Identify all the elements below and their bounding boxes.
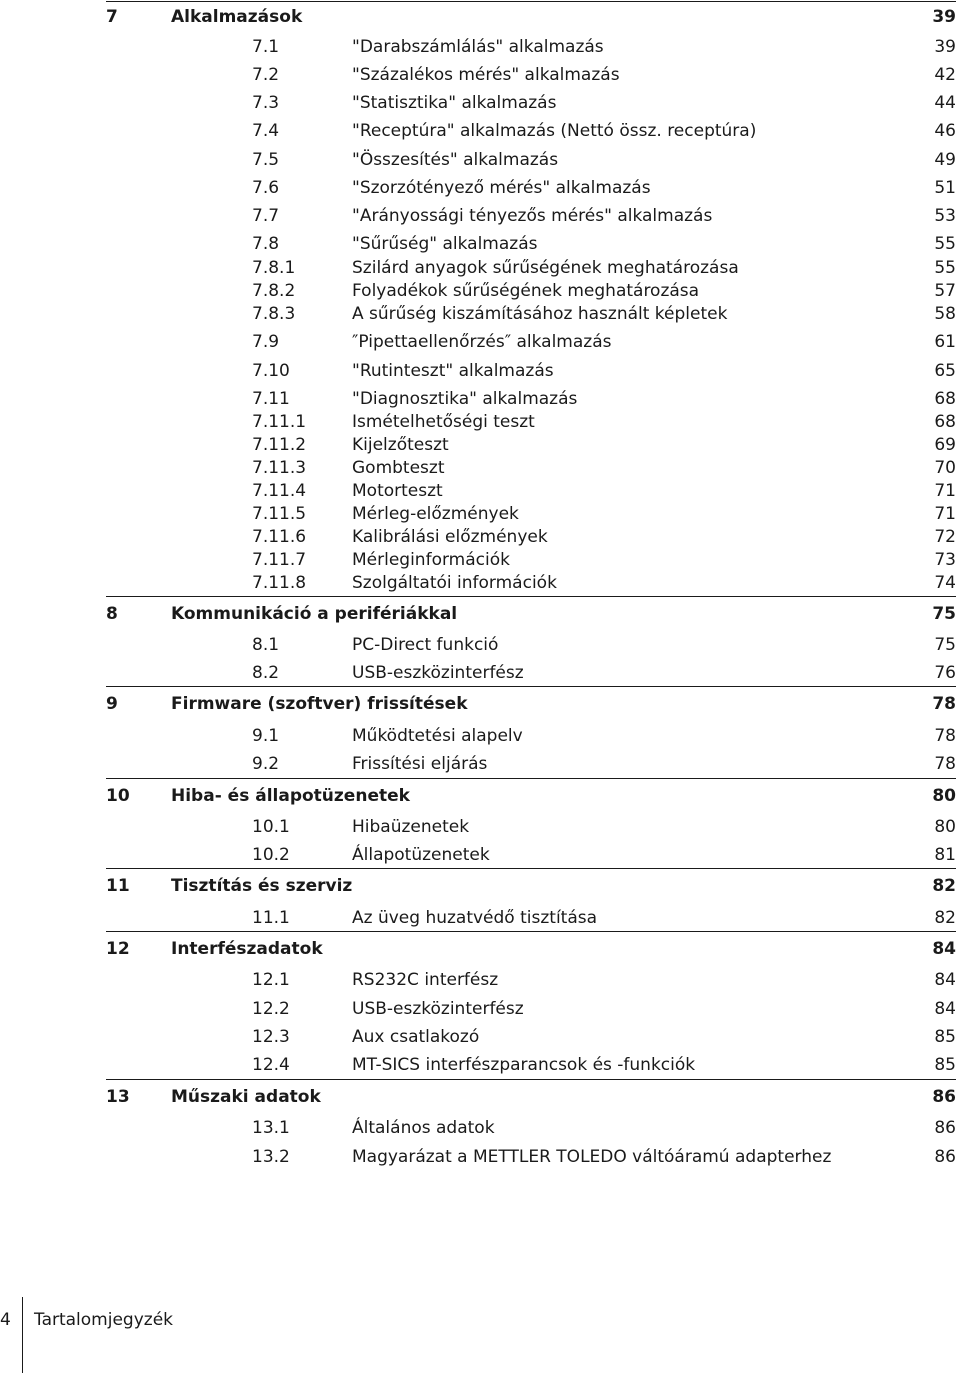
toc-entry[interactable]	[0, 968, 960, 992]
toc-page: 86	[934, 1147, 956, 1167]
toc-title: "Sűrűség" alkalmazás	[352, 234, 538, 254]
toc-title: "Szorzótényező mérés" alkalmazás	[352, 178, 651, 198]
toc-title: Magyarázat a METTLER TOLEDO váltóáramú adapterhez	[352, 1147, 832, 1167]
toc-page: 86	[932, 1087, 956, 1107]
toc-title: Működtetési alapelv	[352, 726, 523, 746]
toc-entry[interactable]	[0, 548, 960, 572]
toc-chapter-entry[interactable]	[0, 784, 960, 808]
toc-page: 84	[934, 999, 956, 1019]
toc-page: 85	[934, 1055, 956, 1075]
toc-entry[interactable]	[0, 997, 960, 1021]
toc-num: 7.11	[252, 389, 290, 409]
toc-num: 12.1	[252, 970, 290, 990]
toc-num: 9.1	[252, 726, 280, 746]
chapter-rule	[106, 686, 956, 687]
toc-entry[interactable]	[0, 91, 960, 115]
toc-entry[interactable]	[0, 571, 960, 595]
toc-title: Folyadékok sűrűségének meghatározása	[352, 281, 700, 301]
toc-title: Általános adatok	[352, 1118, 495, 1138]
toc-num: 7.3	[252, 93, 280, 113]
toc-title: Szolgáltatói információk	[352, 573, 557, 593]
toc-page: 53	[934, 206, 956, 226]
toc-page: 46	[934, 121, 956, 141]
toc-title: Műszaki adatok	[171, 1087, 321, 1107]
toc-num: 10.1	[252, 817, 290, 837]
toc-page: 68	[934, 412, 956, 432]
toc-page: 84	[934, 970, 956, 990]
toc-num: 7.11.2	[252, 435, 307, 455]
toc-title: Aux csatlakozó	[352, 1027, 480, 1047]
toc-entry[interactable]	[0, 330, 960, 354]
toc-num: 7.11.7	[252, 550, 307, 570]
toc-entry[interactable]	[0, 1145, 960, 1169]
toc-title: Ismételhetőségi teszt	[352, 412, 535, 432]
toc-num: 7.2	[252, 65, 280, 85]
toc-entry[interactable]	[0, 456, 960, 480]
toc-title: Interfészadatok	[171, 939, 323, 959]
toc-title: USB-eszközinterfész	[352, 999, 524, 1019]
toc-num: 11.1	[252, 908, 290, 928]
toc-entry[interactable]	[0, 410, 960, 434]
toc-page: 86	[934, 1118, 956, 1138]
chapter-rule	[106, 868, 956, 869]
chapter-rule	[106, 778, 956, 779]
toc-page: 69	[934, 435, 956, 455]
toc-title: RS232C interfész	[352, 970, 499, 990]
toc-title: Gombteszt	[352, 458, 445, 478]
toc-page: 73	[934, 550, 956, 570]
toc-page: 42	[934, 65, 956, 85]
toc-entry[interactable]	[0, 502, 960, 526]
toc-entry[interactable]	[0, 633, 960, 657]
toc-entry[interactable]	[0, 479, 960, 503]
toc-title: "Rutinteszt" alkalmazás	[352, 361, 554, 381]
toc-entry[interactable]	[0, 302, 960, 326]
toc-title: USB-eszközinterfész	[352, 663, 524, 683]
toc-num: 11	[106, 876, 130, 896]
toc-page: 61	[934, 332, 956, 352]
toc-chapter-entry[interactable]	[0, 5, 960, 29]
toc-page: 82	[932, 876, 956, 896]
toc-num: 13.2	[252, 1147, 290, 1167]
toc-entry[interactable]	[0, 35, 960, 59]
toc-title: Kommunikáció a perifériákkal	[171, 604, 458, 624]
toc-num: 10	[106, 786, 130, 806]
toc-title: PC-Direct funkció	[352, 635, 499, 655]
toc-page: 81	[934, 845, 956, 865]
toc-entry[interactable]	[0, 176, 960, 200]
toc-num: 7.4	[252, 121, 280, 141]
toc-num: 13	[106, 1087, 130, 1107]
toc-num: 7.6	[252, 178, 280, 198]
toc-title: Mérleg-előzmények	[352, 504, 519, 524]
toc-num: 7.8.1	[252, 258, 296, 278]
toc-chapter-entry[interactable]	[0, 874, 960, 898]
toc-title: Motorteszt	[352, 481, 443, 501]
toc-entry[interactable]	[0, 63, 960, 87]
footer-page-number: 4	[0, 1310, 11, 1330]
toc-page: 39	[932, 7, 956, 27]
toc-num: 7.11.4	[252, 481, 307, 501]
toc-num: 8.2	[252, 663, 280, 683]
toc-num: 13.1	[252, 1118, 290, 1138]
toc-entry[interactable]	[0, 359, 960, 383]
toc-page: 39	[934, 37, 956, 57]
toc-page: 55	[934, 234, 956, 254]
footer-section-title: Tartalomjegyzék	[34, 1310, 174, 1330]
toc-num: 9.2	[252, 754, 280, 774]
toc-num: 7.11.3	[252, 458, 307, 478]
toc-page: 55	[934, 258, 956, 278]
toc-page: 75	[934, 635, 956, 655]
toc-title: "Darabszámlálás" alkalmazás	[352, 37, 604, 57]
toc-entry[interactable]	[0, 232, 960, 256]
toc-title: "Százalékos mérés" alkalmazás	[352, 65, 620, 85]
toc-chapter-entry[interactable]	[0, 1085, 960, 1109]
toc-num: 12	[106, 939, 130, 959]
toc-title: "Statisztika" alkalmazás	[352, 93, 557, 113]
toc-entry[interactable]	[0, 843, 960, 867]
toc-page: 75	[932, 604, 956, 624]
toc-entry[interactable]	[0, 525, 960, 549]
toc-title: Hiba- és állapotüzenetek	[171, 786, 410, 806]
toc-page: 78	[934, 754, 956, 774]
toc-num: 8.1	[252, 635, 280, 655]
toc-entry[interactable]	[0, 724, 960, 748]
toc-title: Alkalmazások	[171, 7, 303, 27]
toc-page: 82	[934, 908, 956, 928]
toc-entry[interactable]	[0, 752, 960, 776]
chapter-rule	[106, 1, 956, 2]
toc-entry[interactable]	[0, 1116, 960, 1140]
toc-title: Kijelzőteszt	[352, 435, 449, 455]
toc-num: 12.4	[252, 1055, 290, 1075]
toc-title: "Diagnosztika" alkalmazás	[352, 389, 578, 409]
toc-title: Firmware (szoftver) frissítések	[171, 694, 468, 714]
chapter-rule	[106, 596, 956, 597]
toc-entry[interactable]	[0, 906, 960, 930]
toc-entry[interactable]	[0, 256, 960, 280]
toc-chapter-entry[interactable]	[0, 937, 960, 961]
toc-entry[interactable]	[0, 1025, 960, 1049]
toc-title: Kalibrálási előzmények	[352, 527, 548, 547]
toc-page: 84	[932, 939, 956, 959]
toc-num: 7.11.1	[252, 412, 307, 432]
toc-entry[interactable]	[0, 661, 960, 685]
toc-page: 70	[934, 458, 956, 478]
toc-num: 7.5	[252, 150, 280, 170]
toc-entry[interactable]	[0, 148, 960, 172]
toc-page: 74	[934, 573, 956, 593]
toc-chapter-entry[interactable]	[0, 692, 960, 716]
toc-num: 9	[106, 694, 118, 714]
toc-entry[interactable]	[0, 1053, 960, 1077]
toc-num: 7.11.6	[252, 527, 307, 547]
toc-page: 78	[934, 726, 956, 746]
toc-title: MT-SICS interfészparancsok és -funkciók	[352, 1055, 696, 1075]
toc-num: 7.8	[252, 234, 280, 254]
toc-entry[interactable]	[0, 279, 960, 303]
toc-page: 57	[934, 281, 956, 301]
toc-chapter-entry[interactable]	[0, 602, 960, 626]
toc-title: ″Pipettaellenőrzés″ alkalmazás	[352, 332, 612, 352]
toc-title: Frissítési eljárás	[352, 754, 488, 774]
toc-page: 85	[934, 1027, 956, 1047]
toc-num: 12.2	[252, 999, 290, 1019]
toc-page: 71	[934, 481, 956, 501]
toc-entry[interactable]	[0, 433, 960, 457]
toc-page: 58	[934, 304, 956, 324]
toc-title: "Összesítés" alkalmazás	[352, 150, 559, 170]
toc-num: 7.11.5	[252, 504, 307, 524]
toc-num: 7.11.8	[252, 573, 307, 593]
toc-title: Hibaüzenetek	[352, 817, 470, 837]
toc-page: 49	[934, 150, 956, 170]
toc-title: Az üveg huzatvédő tisztítása	[352, 908, 598, 928]
toc-page: 65	[934, 361, 956, 381]
toc-page: 44	[934, 93, 956, 113]
chapter-rule	[106, 1079, 956, 1080]
toc-num: 7.7	[252, 206, 280, 226]
toc-page: 72	[934, 527, 956, 547]
toc-page: 80	[932, 786, 956, 806]
toc-num: 7.8.3	[252, 304, 296, 324]
toc-page: 68	[934, 389, 956, 409]
toc-page: 76	[934, 663, 956, 683]
toc-title: "Arányossági tényezős mérés" alkalmazás	[352, 206, 713, 226]
toc-page: 80	[934, 817, 956, 837]
toc-page: 78	[932, 694, 956, 714]
toc-page: 51	[934, 178, 956, 198]
toc-entry[interactable]	[0, 387, 960, 411]
toc-num: 7.8.2	[252, 281, 296, 301]
toc-num: 8	[106, 604, 118, 624]
toc-num: 7	[106, 7, 118, 27]
toc-title: Mérleginformációk	[352, 550, 510, 570]
toc-title: Szilárd anyagok sűrűségének meghatározása	[352, 258, 739, 278]
toc-entry[interactable]	[0, 815, 960, 839]
toc-num: 10.2	[252, 845, 290, 865]
toc-title: A sűrűség kiszámításához használt képletek	[352, 304, 728, 324]
toc-entry[interactable]	[0, 204, 960, 228]
toc-entry[interactable]	[0, 119, 960, 143]
toc-num: 7.9	[252, 332, 280, 352]
toc-title: Állapotüzenetek	[352, 845, 490, 865]
chapter-rule	[106, 931, 956, 932]
toc-num: 7.10	[252, 361, 290, 381]
toc-num: 12.3	[252, 1027, 290, 1047]
footer-divider	[22, 1297, 23, 1373]
toc-page: 71	[934, 504, 956, 524]
toc-num: 7.1	[252, 37, 280, 57]
toc-title: Tisztítás és szerviz	[171, 876, 353, 896]
toc-title: "Receptúra" alkalmazás (Nettó össz. receptúra)	[352, 121, 757, 141]
